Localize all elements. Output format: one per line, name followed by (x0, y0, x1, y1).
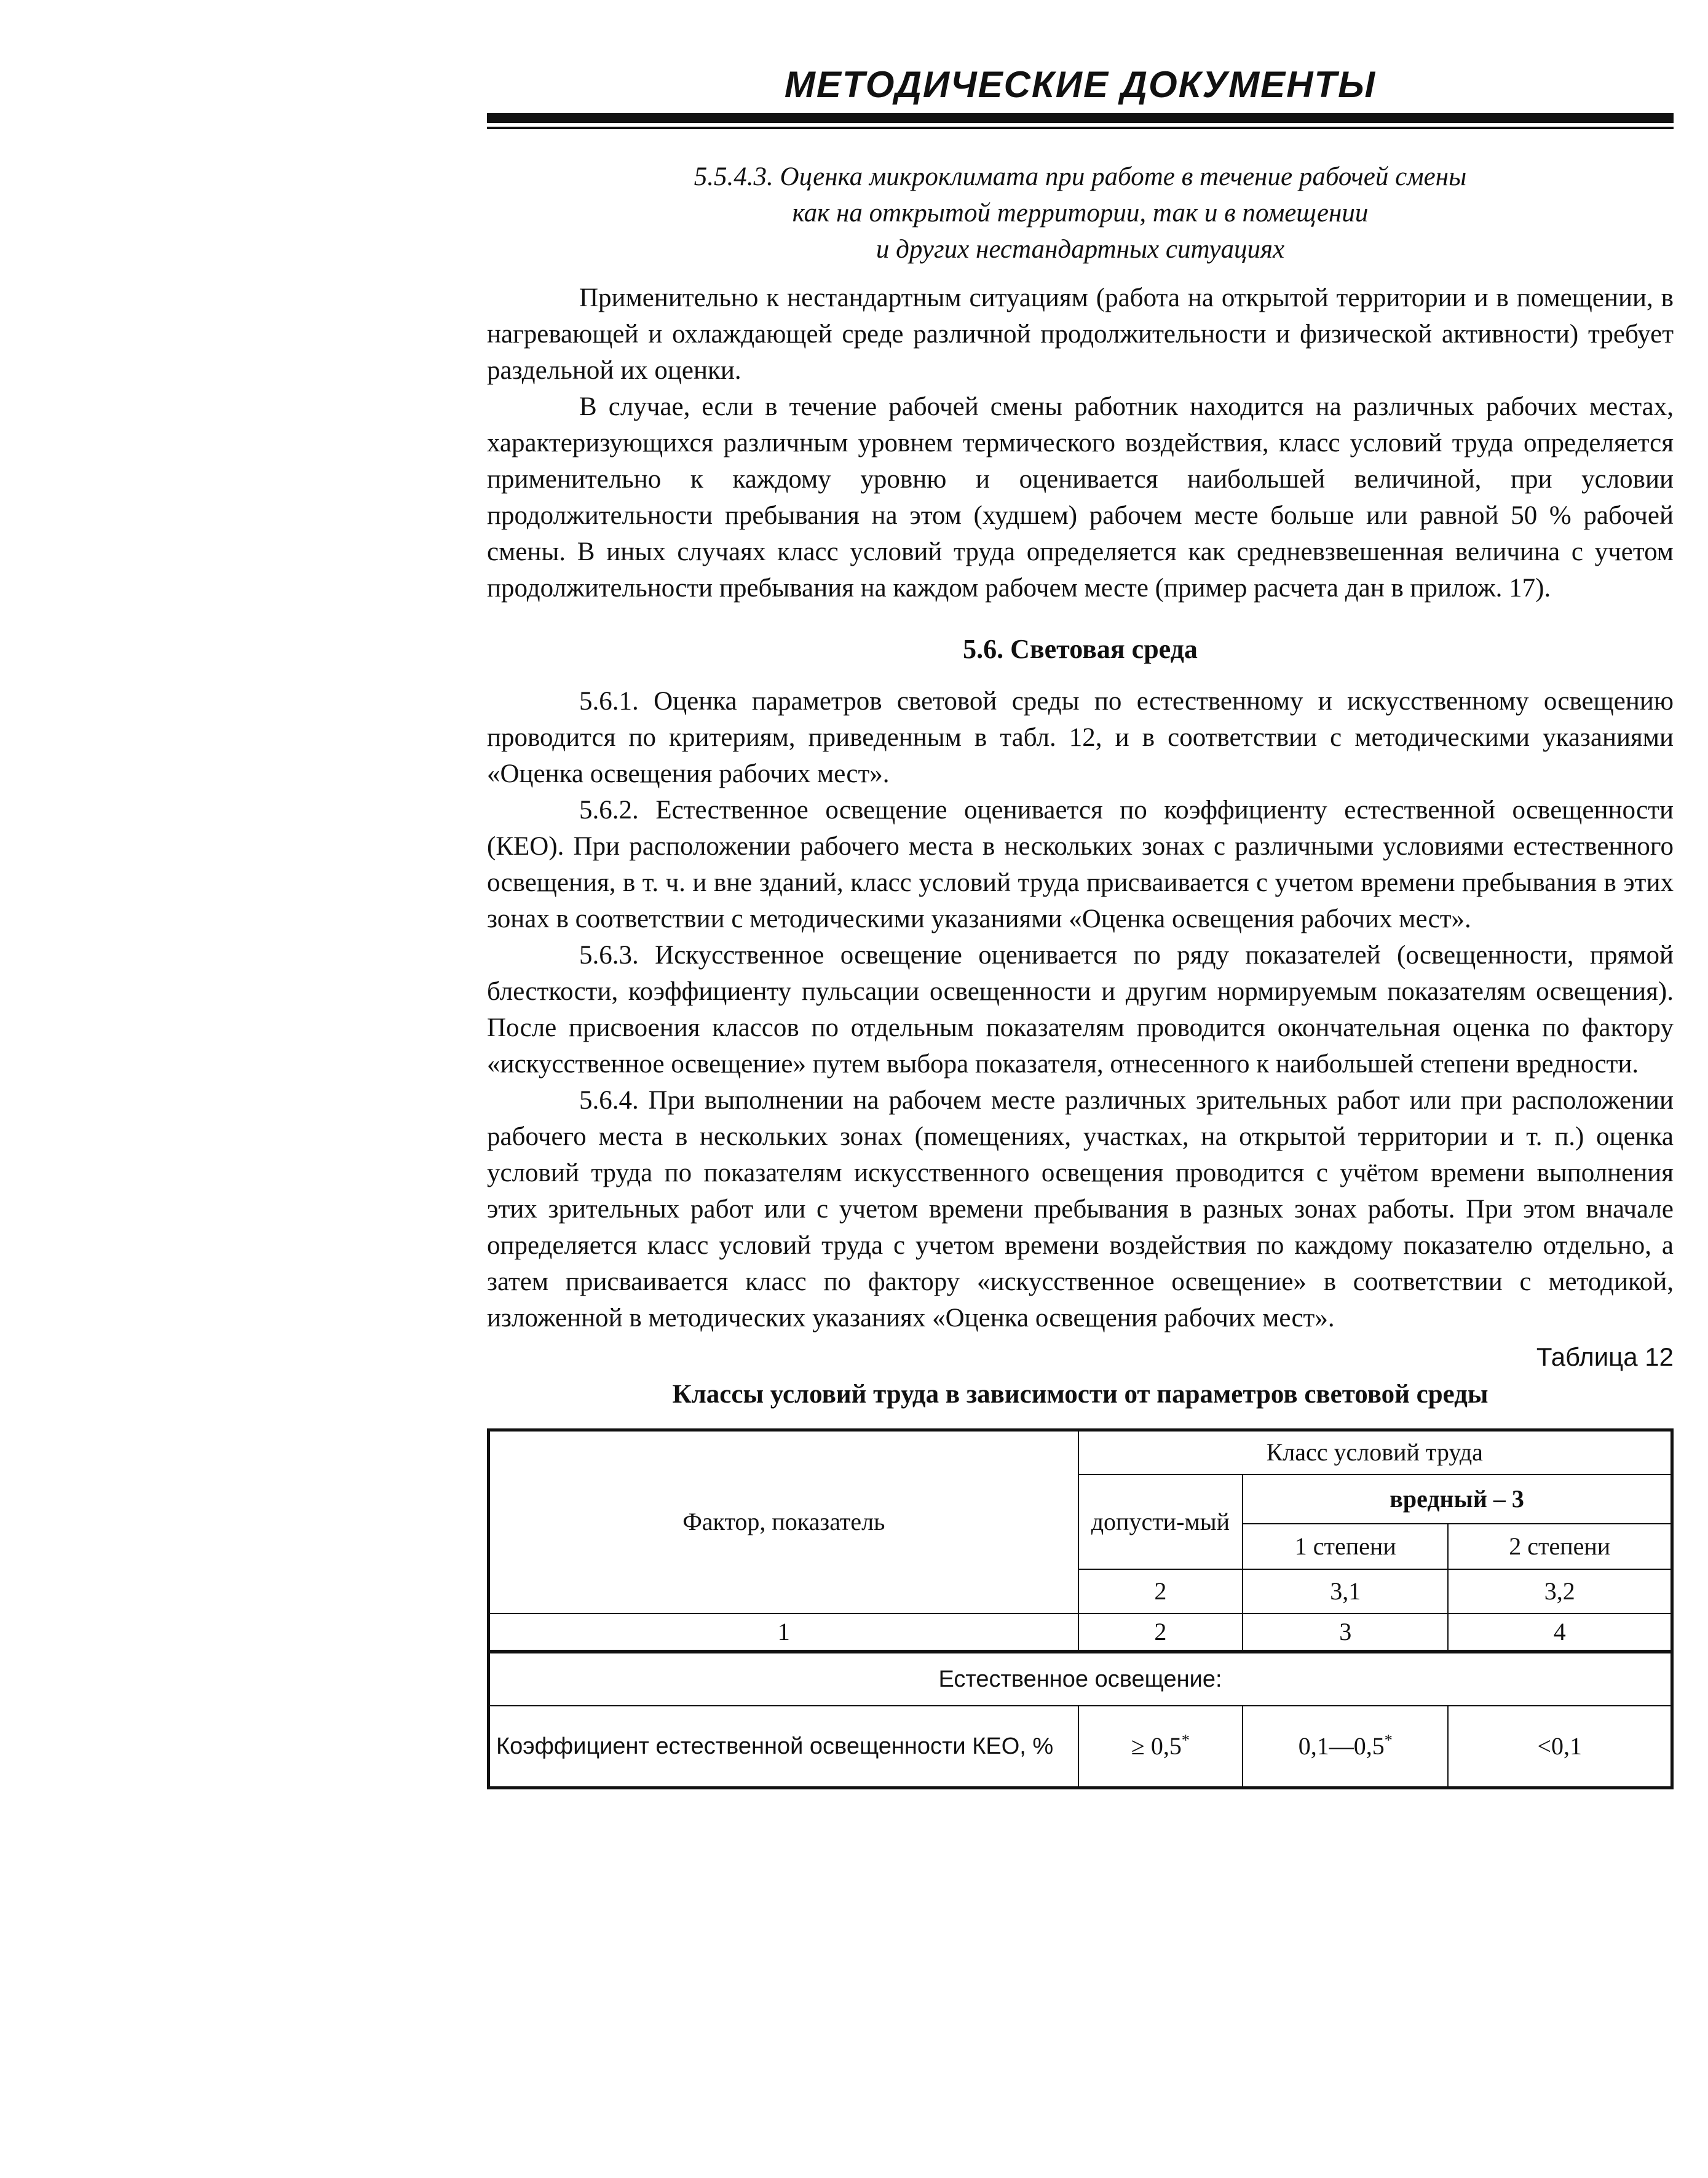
value-cell-degree-2 (1448, 1706, 1672, 1788)
column-number: 3 (1243, 1614, 1448, 1652)
value-text: ≥ 0,5 (1131, 1732, 1182, 1760)
subsection-title (487, 159, 1674, 267)
paragraph: 5.6.4. При выполнении на рабочем месте различных зрительных работ или при расположении рабочего места в нескольких зонах (помещениях, участках, на открытой территории и т. п.) оценка условий труда по показателям искусственного освещения проводится с учётом времени выполнения этих зрительных работ или с учетом времени пребывания в разных зонах работы. При этом вначале определяется класс условий труда с учетом времени воздействия по каждому показателю отдельно, а затем присваивается класс по фактору «искусственное освещение» в соответствии с методикой, изложенной в методических указаниях «Оценка освещения рабочих мест». (487, 1086, 1674, 1333)
header-degree-2: 2 степени (1448, 1524, 1672, 1569)
value-cell-degree-1 (1243, 1706, 1448, 1788)
header-allowable: допусти-мый (1078, 1475, 1243, 1569)
header-rule-thin (487, 127, 1674, 129)
paragraph: 5.6.3. Искусственное освещение оценивается по ряду показателей (освещенности, прямой блесткости, коэффициенту пульсации освещенности и другим нормируемым показателям освещения). После присвоения классов по отдельным показателям проводится окончательная оценка по фактору «искусственное освещение» путем выбора показателя, отнесенного к наибольшей степени вредности. (487, 941, 1674, 1079)
header-code-allowable: 2 (1078, 1569, 1243, 1614)
value-text: 0,1—0,5 (1298, 1732, 1385, 1760)
paragraph: В случае, если в течение рабочей смены работник находится на различных рабочих местах, характеризующихся различным уровнем термического воздействия, класс условий труда определяется применительно к каждому уровню и оценивается наибольшей величиной, при условии продолжительности пребывания на этом (худшем) рабочем месте больше или равной 50 % рабочей смены. В иных случаях класс условий труда определяется как средневзвешенная величина с учетом продолжительности пребывания на каждом рабочем месте (пример расчета дан в прилож. 17). (487, 392, 1674, 603)
header-rule-thick (487, 113, 1674, 123)
column-number: 2 (1078, 1614, 1243, 1652)
footnote-marker: * (1384, 1731, 1393, 1749)
running-header: МЕТОДИЧЕСКИЕ ДОКУМЕНТЫ (784, 64, 1377, 105)
header-code-degree-2: 3,2 (1448, 1569, 1672, 1614)
header-code-degree-1: 3,1 (1243, 1569, 1448, 1614)
indicator-cell: Коэффициент естественной освещенности КЕО, % (489, 1706, 1078, 1788)
paragraph: 5.6.1. Оценка параметров световой среды по естественному и искусственному освещению проводится по критериям, приведенным в табл. 12, и в соответствии с методическими указаниями «Оценка освещения рабочих мест». (487, 687, 1674, 788)
column-number: 4 (1448, 1614, 1672, 1652)
column-number: 1 (489, 1614, 1078, 1652)
subsection-title-line: как на открытой территории, так и в помещении (792, 199, 1369, 228)
value-text: <0,1 (1537, 1732, 1582, 1760)
group-row-natural-light: Естественное освещение: (489, 1652, 1672, 1706)
document-page (487, 61, 1674, 1789)
value-cell-allowable (1078, 1706, 1243, 1788)
paragraph: Применительно к нестандартным ситуациям (работа на открытой территории и в помещении, в нагревающей и охлаждающей среде различной продолжительности и физической активности) требует раздельной их оценки. (487, 283, 1674, 385)
subsection-title-line: и других нестандартных ситуациях (876, 235, 1285, 264)
table-number: Таблица 12 (1536, 1342, 1674, 1371)
paragraph: 5.6.2. Естественное освещение оценивается по коэффициенту естественной освещенности (КЕО). При расположении рабочего места в нескольких зонах с различными условиями естественного освещения, в т. ч. и вне зданий, класс условий труда присваивается с учетом времени пребывания в этих зонах в соответствии с методическими указаниями «Оценка освещения рабочих мест». (487, 796, 1674, 933)
subsection-title-line: 5.5.4.3. Оценка микроклимата при работе в течение рабочей смены (694, 162, 1467, 191)
header-factor: Фактор, показатель (489, 1430, 1078, 1614)
table-caption: Классы условий труда в зависимости от параметров световой среды (672, 1380, 1489, 1409)
header-harmful: вредный – 3 (1243, 1475, 1672, 1524)
conditions-table (487, 1428, 1674, 1789)
footnote-marker: * (1181, 1731, 1190, 1749)
header-class-group: Класс условий труда (1078, 1430, 1672, 1475)
section-heading: 5.6. Световая среда (963, 634, 1198, 664)
header-degree-1: 1 степени (1243, 1524, 1448, 1569)
